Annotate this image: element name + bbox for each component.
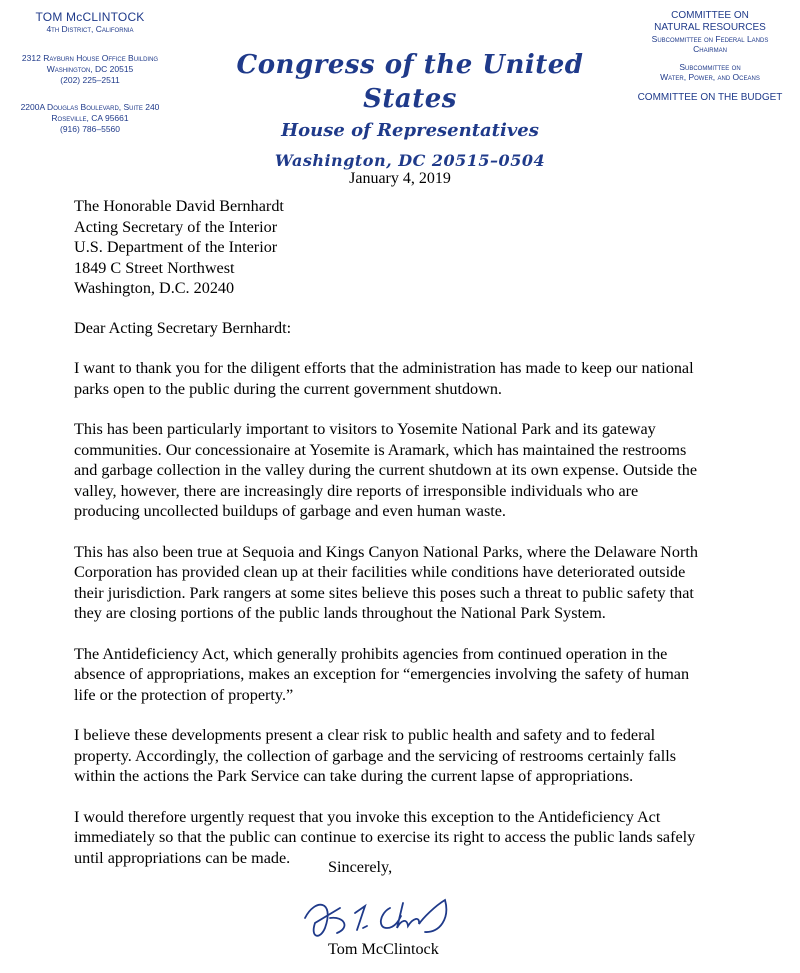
paragraph-line: they are closing portions of the public lands throughout the National Park System. [74,604,606,622]
local-address-line1: 2200A Douglas Boulevard, Suite 240 [20,102,160,112]
paragraph-line: The Antideficiency Act, which generally prohibits agencies from continued operation in the [74,644,668,663]
paragraph-line: absence of appropriations, makes an exception for “emergencies involving the safety of human [74,665,690,683]
local-phone: (916) 786–5560 [59,124,121,134]
paragraph-line: communities. Our concessionaire at Yosemite is Aramark, which has maintained the restrooms [74,440,687,459]
paragraph-3 [74,542,774,624]
paragraph-line: until appropriations can be made. [74,848,291,867]
signer-name: Tom McClintock [328,940,439,958]
paragraph-line: property. Accordingly, the collection of garbage and the servicing of restrooms certainly falls [74,746,677,765]
paragraph-2 [74,419,774,522]
paragraph-4 [74,644,774,706]
recipient-line: The Honorable David Bernhardt [74,197,284,215]
letter-date: January 4, 2019 [349,170,451,187]
salutation: Dear Acting Secretary Bernhardt: [74,318,292,337]
paragraph-line: This has also been true at Sequoia and Kings Canyon National Parks, where the Delaware North [74,542,698,561]
paragraph-line: I believe these developments present a clear risk to public health and safety and to federal [74,726,656,744]
paragraph-5 [74,725,774,787]
recipient-line: 1849 C Street Northwest [74,258,235,277]
member-district: 4th District, California [46,24,134,34]
letterhead-left [0,10,180,135]
paragraph-6 [74,807,774,869]
subcommittee-federal-lands: Subcommittee on Federal Lands [651,34,769,44]
paragraph-line: Corporation has provided clean up at their facilities while conditions have deteriorated outside [74,563,686,581]
letterhead-center [200,48,620,176]
committee-budget: COMMITTEE ON THE BUDGET [637,92,783,103]
paragraph-line: This has been particularly important to visitors to Yosemite National Park and its gateway [74,420,656,438]
dc-phone: (202) 225–2511 [60,75,120,85]
recipient-line: U.S. Department of the Interior [74,238,278,256]
recipient-line: Acting Secretary of the Interior [74,217,278,236]
paragraph-line: I would therefore urgently request that you invoke this exception to the Antideficiency Act [74,807,661,826]
paragraph-line: within the actions the Park Service can take during the current lapse of appropriations. [74,767,634,785]
letterhead-right [620,10,800,104]
paragraph-line: I want to thank you for the diligent efforts that the administration has made to keep our national [74,359,694,377]
committee-natural-resources-b: NATURAL RESOURCES [654,22,766,33]
paragraph-line: parks open to the public during the current government shutdown. [74,379,502,398]
paragraph-1 [74,358,774,399]
paragraph-line: and garbage collection in the valley during the current shutdown at its own expense. Outside the [74,461,698,479]
house-title: House of Representatives [281,120,539,141]
recipient-line: Washington, D.C. 20240 [74,279,235,297]
member-name: TOM McCLINTOCK [35,10,145,24]
committee-natural-resources-a: COMMITTEE ON [671,10,749,21]
local-address-line2: Roseville, CA 95661 [51,113,129,123]
letter-body [74,196,774,868]
recipient-address [74,196,774,299]
subcommittee-water-a: Subcommittee on [679,62,741,72]
subcommittee-water-b: Water, Power, and Oceans [660,72,760,82]
city-line: Washington, DC 20515–0504 [274,151,546,170]
paragraph-line: producing uncollected buildups of garbage and even human waste. [74,502,506,520]
dc-address-line1: 2312 Rayburn House Office Building [21,53,159,63]
paragraph-line: their jurisdiction. Park rangers at some sites believe this poses such a threat to public safety that [74,583,694,602]
dc-address-line2: Washington, DC 20515 [46,64,134,74]
signature-image [295,888,475,948]
subcommittee-chairman: Chairman [693,44,727,54]
closing: Sincerely, [328,858,393,876]
congress-title: Congress of the United States [236,50,584,114]
paragraph-line: immediately so that the public can continue to exercise its right to access the public lands safely [74,828,696,846]
paragraph-line: life or the protection of property.” [74,685,294,704]
paragraph-line: valley, however, there are increasingly dire reports of irresponsible individuals who are [74,481,639,500]
